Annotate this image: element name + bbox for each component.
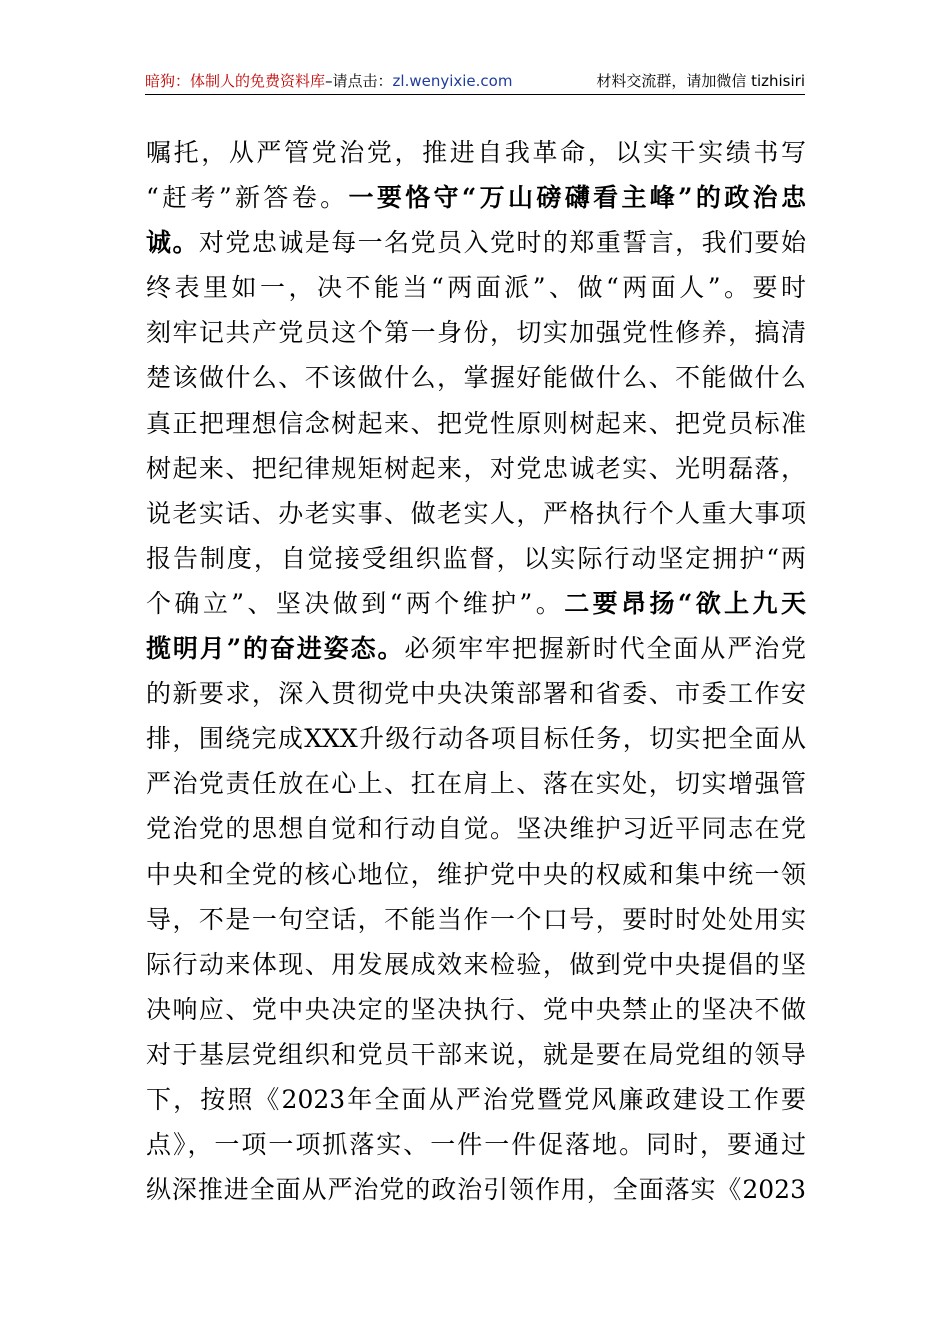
text-segment: 报告制度，自觉接受组织监督，以实际行动坚定拥护“两 — [146, 543, 806, 573]
text-line — [146, 1032, 806, 1077]
header-contact: 材料交流群，请加微信 tizhisiri — [596, 72, 805, 90]
text-segment: 对党忠诚是每一名党员入党时的郑重誓言，我们要始 — [198, 228, 806, 258]
text-segment: 刻牢记共产党员这个第一身份，切实加强党性修养，搞清 — [146, 318, 806, 348]
text-line — [146, 1122, 806, 1167]
text-line — [146, 581, 806, 626]
header-url-link[interactable]: zl.wenyixie.com — [392, 72, 513, 90]
bold-heading-segment: 揽明月”的奋进姿态。 — [146, 634, 405, 664]
bold-heading-segment: 二要昂扬“欲上九天 — [564, 588, 806, 618]
text-line — [146, 716, 806, 761]
text-segment: 嘱托，从严管党治党，推进自我革命，以实干实绩书写 — [146, 138, 806, 167]
text-segment: 中央和全党的核心地位，维护党中央的权威和集中统一领 — [146, 859, 806, 889]
text-line — [146, 536, 806, 581]
text-segment: 说老实话、办老实事、做老实人，严格执行个人重大事项 — [146, 498, 806, 528]
text-segment: 际行动来体现、用发展成效来检验，做到党中央提倡的坚 — [146, 949, 806, 979]
text-line — [146, 897, 806, 942]
text-line — [146, 761, 806, 806]
text-line — [146, 1167, 806, 1212]
text-line — [146, 1077, 806, 1122]
text-line — [146, 401, 806, 446]
text-line — [146, 987, 806, 1032]
body-text — [146, 130, 806, 1212]
text-segment: 真正把理想信念树起来、把党性原则树起来、把党员标准 — [146, 408, 806, 438]
text-line — [146, 175, 806, 220]
page-header — [145, 70, 805, 95]
text-segment: 排，围绕完成XXX升级行动各项目标任务，切实把全面从 — [146, 724, 806, 754]
text-segment: 下，按照《2023年全面从严治党暨党风廉政建设工作要 — [146, 1084, 806, 1114]
text-segment: 严治党责任放在心上、扛在肩上、落在实处，切实增强管 — [146, 769, 806, 799]
text-line — [146, 942, 806, 987]
text-segment: 导，不是一句空话，不能当作一个口号，要时时处处用实 — [146, 904, 806, 934]
text-line — [146, 852, 806, 897]
text-segment: 党治党的思想自觉和行动自觉。坚决维护习近平同志在党 — [146, 814, 806, 844]
text-line — [146, 806, 806, 851]
text-segment: 必须牢牢把握新时代全面从严治党 — [404, 634, 806, 664]
header-brand: 暗狗：体制人的免费资料库 — [145, 72, 326, 90]
text-segment: 的新要求，深入贯彻党中央决策部署和省委、市委工作安 — [146, 679, 806, 709]
text-segment: 树起来、把纪律规矩树起来，对党忠诚老实、光明磊落， — [146, 453, 806, 483]
text-segment: 纵深推进全面从严治党的政治引领作用，全面落实《2023 — [146, 1175, 806, 1205]
text-line — [146, 491, 806, 536]
text-segment: 个确立”、坚决做到“两个维护”。 — [146, 588, 565, 618]
text-segment: 点》，一项一项抓落实、一件一件促落地。同时，要通过 — [146, 1130, 806, 1160]
text-segment: 楚该做什么、不该做什么，掌握好能做什么、不能做什么 — [146, 363, 806, 393]
header-click-prompt: –请点击： — [325, 72, 393, 90]
text-line — [146, 130, 806, 175]
text-line — [146, 626, 806, 671]
text-line — [146, 265, 806, 310]
text-line — [146, 220, 806, 265]
bold-heading-segment: 诚。 — [146, 228, 199, 258]
text-line — [146, 355, 806, 400]
text-line — [146, 446, 806, 491]
text-segment: 决响应、党中央决定的坚决执行、党中央禁止的坚决不做 — [146, 994, 806, 1024]
bold-heading-segment: 一要恪守“万山磅礴看主峰”的政治忠 — [348, 183, 806, 213]
text-segment: “赶考”新答卷。 — [146, 183, 349, 213]
text-line — [146, 671, 806, 716]
text-line — [146, 310, 806, 355]
text-segment: 终表里如一，决不能当“两面派”、做“两面人”。要时 — [146, 273, 806, 303]
text-segment: 对于基层党组织和党员干部来说，就是要在局党组的领导 — [146, 1039, 806, 1069]
